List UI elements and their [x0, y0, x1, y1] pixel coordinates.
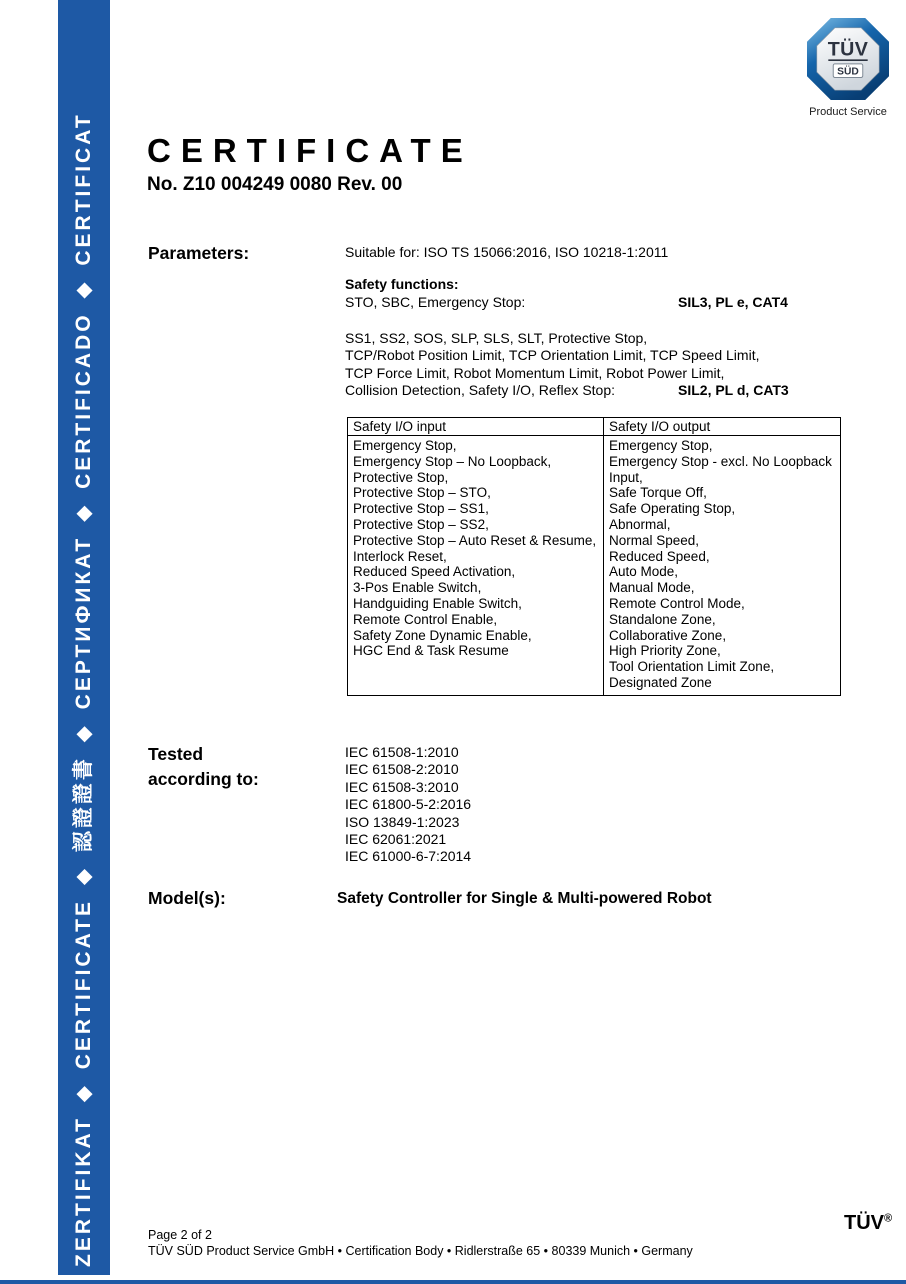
- footer-tuv-wordmark: [844, 1212, 892, 1235]
- safety-io-table: [347, 417, 841, 696]
- certificate-number: No. Z10 004249 0080 Rev. 00: [147, 174, 403, 195]
- logo-tuv-text: TÜV: [827, 38, 869, 61]
- tuv-sud-octagon-icon: [807, 18, 889, 100]
- group2-rating: SIL2, PL d, CAT3: [678, 382, 789, 399]
- io-output-item: Collaborative Zone,: [609, 627, 727, 643]
- bottom-blue-rule: [0, 1280, 906, 1284]
- io-input-item: Protective Stop – SS2,: [353, 516, 489, 532]
- standard-item: IEC 62061:2021: [345, 831, 447, 848]
- io-output-item: Normal Speed,: [609, 532, 700, 548]
- io-input-item: HGC End & Task Resume: [353, 643, 509, 659]
- safety-functions-heading: Safety functions:: [345, 276, 459, 292]
- io-output-item: Safe Torque Off,: [609, 485, 707, 501]
- group2-functions-last: Collision Detection, Safety I/O, Reflex Stop:: [345, 382, 616, 399]
- tuv-sud-logo: [804, 18, 892, 118]
- logo-caption: Product Service: [809, 106, 887, 118]
- io-output-item: Reduced Speed,: [609, 548, 710, 564]
- io-input-item: Interlock Reset,: [353, 548, 447, 564]
- io-input-header: Safety I/O input: [348, 418, 604, 436]
- io-output-item: Manual Mode,: [609, 580, 695, 596]
- group1-rating: SIL3, PL e, CAT4: [678, 294, 788, 310]
- io-output-item: Abnormal,: [609, 516, 671, 532]
- io-input-item: Protective Stop – SS1,: [353, 501, 489, 517]
- blue-vertical-band: [58, 0, 110, 1275]
- standards-list: [345, 744, 471, 866]
- group2-line: TCP/Robot Position Limit, TCP Orientation Limit, TCP Speed Limit,: [345, 347, 760, 364]
- io-output-item: Auto Mode,: [609, 564, 679, 580]
- safety-functions-group2: [345, 330, 865, 400]
- io-output-item: High Priority Zone,: [609, 643, 721, 659]
- group2-lines: [345, 330, 865, 382]
- io-output-item: Designated Zone: [609, 674, 712, 690]
- io-input-item: Handguiding Enable Switch,: [353, 595, 522, 611]
- group2-last-line: [345, 382, 865, 399]
- io-input-item: Protective Stop – STO,: [353, 485, 491, 501]
- io-output-header: Safety I/O output: [604, 418, 841, 436]
- suitable-for-text: Suitable for: ISO TS 15066:2016, ISO 10218-1:2011: [345, 244, 669, 260]
- io-output-item: Tool Orientation Limit Zone,: [609, 659, 775, 675]
- io-output-item: Standalone Zone,: [609, 611, 716, 627]
- io-input-cell: [348, 436, 604, 696]
- io-input-item: Emergency Stop,: [353, 438, 457, 453]
- standard-item: IEC 61800-5-2:2016: [345, 796, 472, 813]
- io-table-header-row: [348, 418, 841, 436]
- io-input-item: Reduced Speed Activation,: [353, 564, 516, 580]
- io-input-list: [353, 438, 598, 659]
- registered-mark: ®: [884, 1212, 893, 1225]
- tested-according-label: Tested according to:: [148, 744, 259, 789]
- io-input-item: Protective Stop – Auto Reset & Resume,: [353, 532, 597, 548]
- io-output-list: [609, 438, 835, 691]
- vertical-certificate-text: ZERTIFIKAT ◆ CERTIFICATE ◆ 認證證書 ◆ СЕРТИФИКАТ ◆ CERTIFICADO ◆ CERTIFICAT: [72, 112, 95, 1267]
- standard-item: ISO 13849-1:2023: [345, 813, 460, 830]
- io-input-item: 3-Pos Enable Switch,: [353, 580, 482, 596]
- io-input-item: Safety Zone Dynamic Enable,: [353, 627, 532, 643]
- io-output-item: Emergency Stop,: [609, 438, 713, 453]
- standard-item: IEC 61508-3:2010: [345, 778, 459, 795]
- parameters-label: Parameters:: [148, 243, 250, 263]
- io-output-item: Emergency Stop - excl. No Loopback Input,: [609, 453, 832, 485]
- model-value: Safety Controller for Single & Multi-powered Robot: [337, 890, 712, 907]
- models-label: Model(s):: [148, 888, 226, 908]
- page-number: Page 2 of 2: [148, 1228, 212, 1242]
- group1-functions: STO, SBC, Emergency Stop:: [345, 294, 526, 310]
- logo-sud-text: SÜD: [837, 66, 859, 78]
- io-input-item: Emergency Stop – No Loopback,: [353, 453, 552, 469]
- io-output-item: Remote Control Mode,: [609, 595, 745, 611]
- group2-line: TCP Force Limit, Robot Momentum Limit, Robot Power Limit,: [345, 364, 725, 381]
- standard-item: IEC 61508-1:2010: [345, 744, 459, 760]
- footer-company-line: TÜV SÜD Product Service GmbH • Certification Body • Ridlerstraße 65 • 80339 Munich • Germany: [148, 1244, 693, 1258]
- io-input-item: Remote Control Enable,: [353, 611, 498, 627]
- io-table-body-row: [348, 436, 841, 696]
- io-input-item: Protective Stop,: [353, 469, 449, 485]
- standard-item: IEC 61508-2:2010: [345, 761, 459, 778]
- io-output-cell: [604, 436, 841, 696]
- page-title: CERTIFICATE: [147, 132, 473, 169]
- footer-tuv-text: TÜV: [844, 1212, 884, 1234]
- group2-line: SS1, SS2, SOS, SLP, SLS, SLT, Protective Stop,: [345, 330, 648, 346]
- io-output-item: Safe Operating Stop,: [609, 501, 736, 517]
- safety-functions-group1: [345, 294, 865, 311]
- standard-item: IEC 61000-6-7:2014: [345, 848, 472, 865]
